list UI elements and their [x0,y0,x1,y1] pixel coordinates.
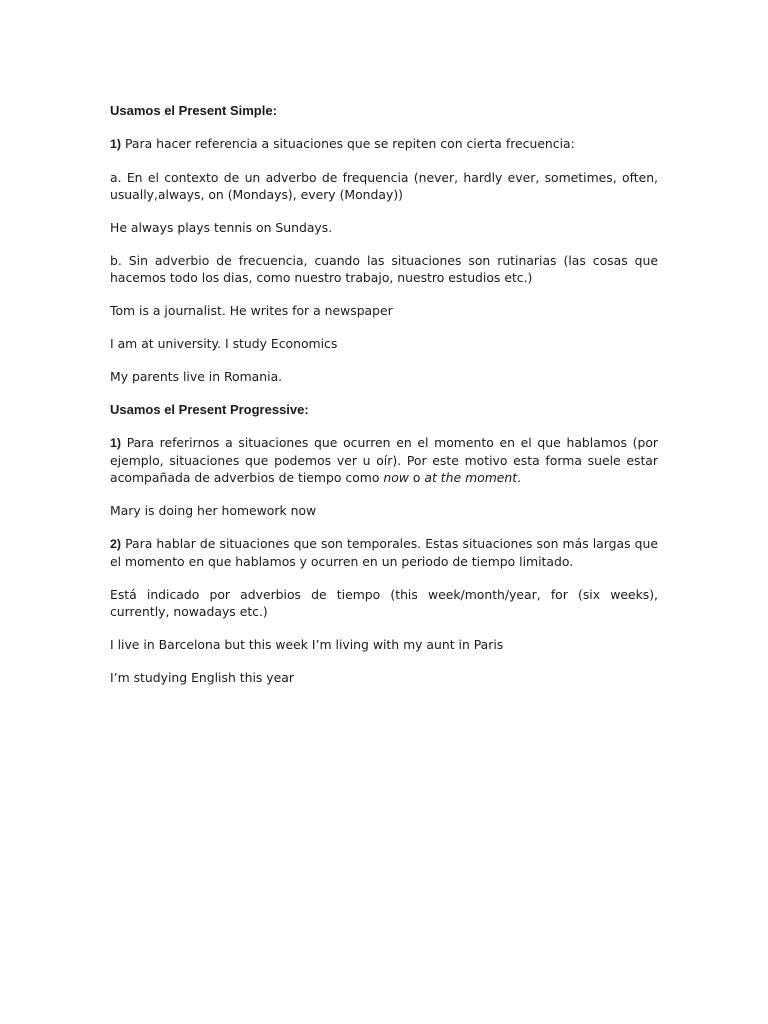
example-sentence: Mary is doing her homework now [110,503,317,518]
present-progressive-note: Está indicado por adverbios de tiempo (this week/month/year, for (six weeks), currently, nowadays etc.) [110,587,658,619]
point-text-conjunction: o [408,470,425,485]
point-text: Para hablar de situaciones que son temporales. Estas situaciones son más largas que el momento en que hablamos y ocurren en un periodo de tiempo limitado. [110,536,658,569]
present-simple-sub-b: b. Sin adverbio de frecuencia, cuando las situaciones son rutinarias (las cosas que hacemos todo los dias, como nuestro trabajo, nuestro estudios etc.) [110,253,658,285]
example-sentence: I am at university. I study Economics [110,336,338,351]
example-sentence: I live in Barcelona but this week I’m living with my aunt in Paris [110,637,504,652]
point-text-end: . [517,470,522,485]
point-number: 1) [110,137,122,151]
point-text: Para hacer referencia a situaciones que se repiten con cierta frecuencia: [121,136,575,151]
point-number: 1) [110,436,122,450]
example-sentence: I’m studying English this year [110,670,294,685]
present-progressive-point-2 [110,535,658,570]
present-progressive-point-1 [110,434,658,486]
present-simple-sub-a: a. En el contexto de un adverbo de frequencia (never, hardly ever, sometimes, often, usually,always, on (Mondays), every (Monday)) [110,170,658,202]
present-simple-point-1 [110,135,658,153]
heading-present-progressive: Usamos el Present Progressive: [110,402,309,417]
emphasis-now: now [383,470,409,485]
emphasis-at-the-moment: at the moment [424,470,518,485]
example-sentence: Tom is a journalist. He writes for a newspaper [110,303,393,318]
example-sentence: He always plays tennis on Sundays. [110,220,333,235]
example-sentence: My parents live in Romania. [110,369,283,384]
point-text: Para referirnos a situaciones que ocurren en el momento en el que hablamos (por ejemplo, situaciones que podemos ver u oír). Por este motivo esta forma suele estar acompañada de adverbios de tiempo como [110,435,658,485]
point-number: 2) [110,537,122,551]
heading-present-simple: Usamos el Present Simple: [110,103,277,118]
